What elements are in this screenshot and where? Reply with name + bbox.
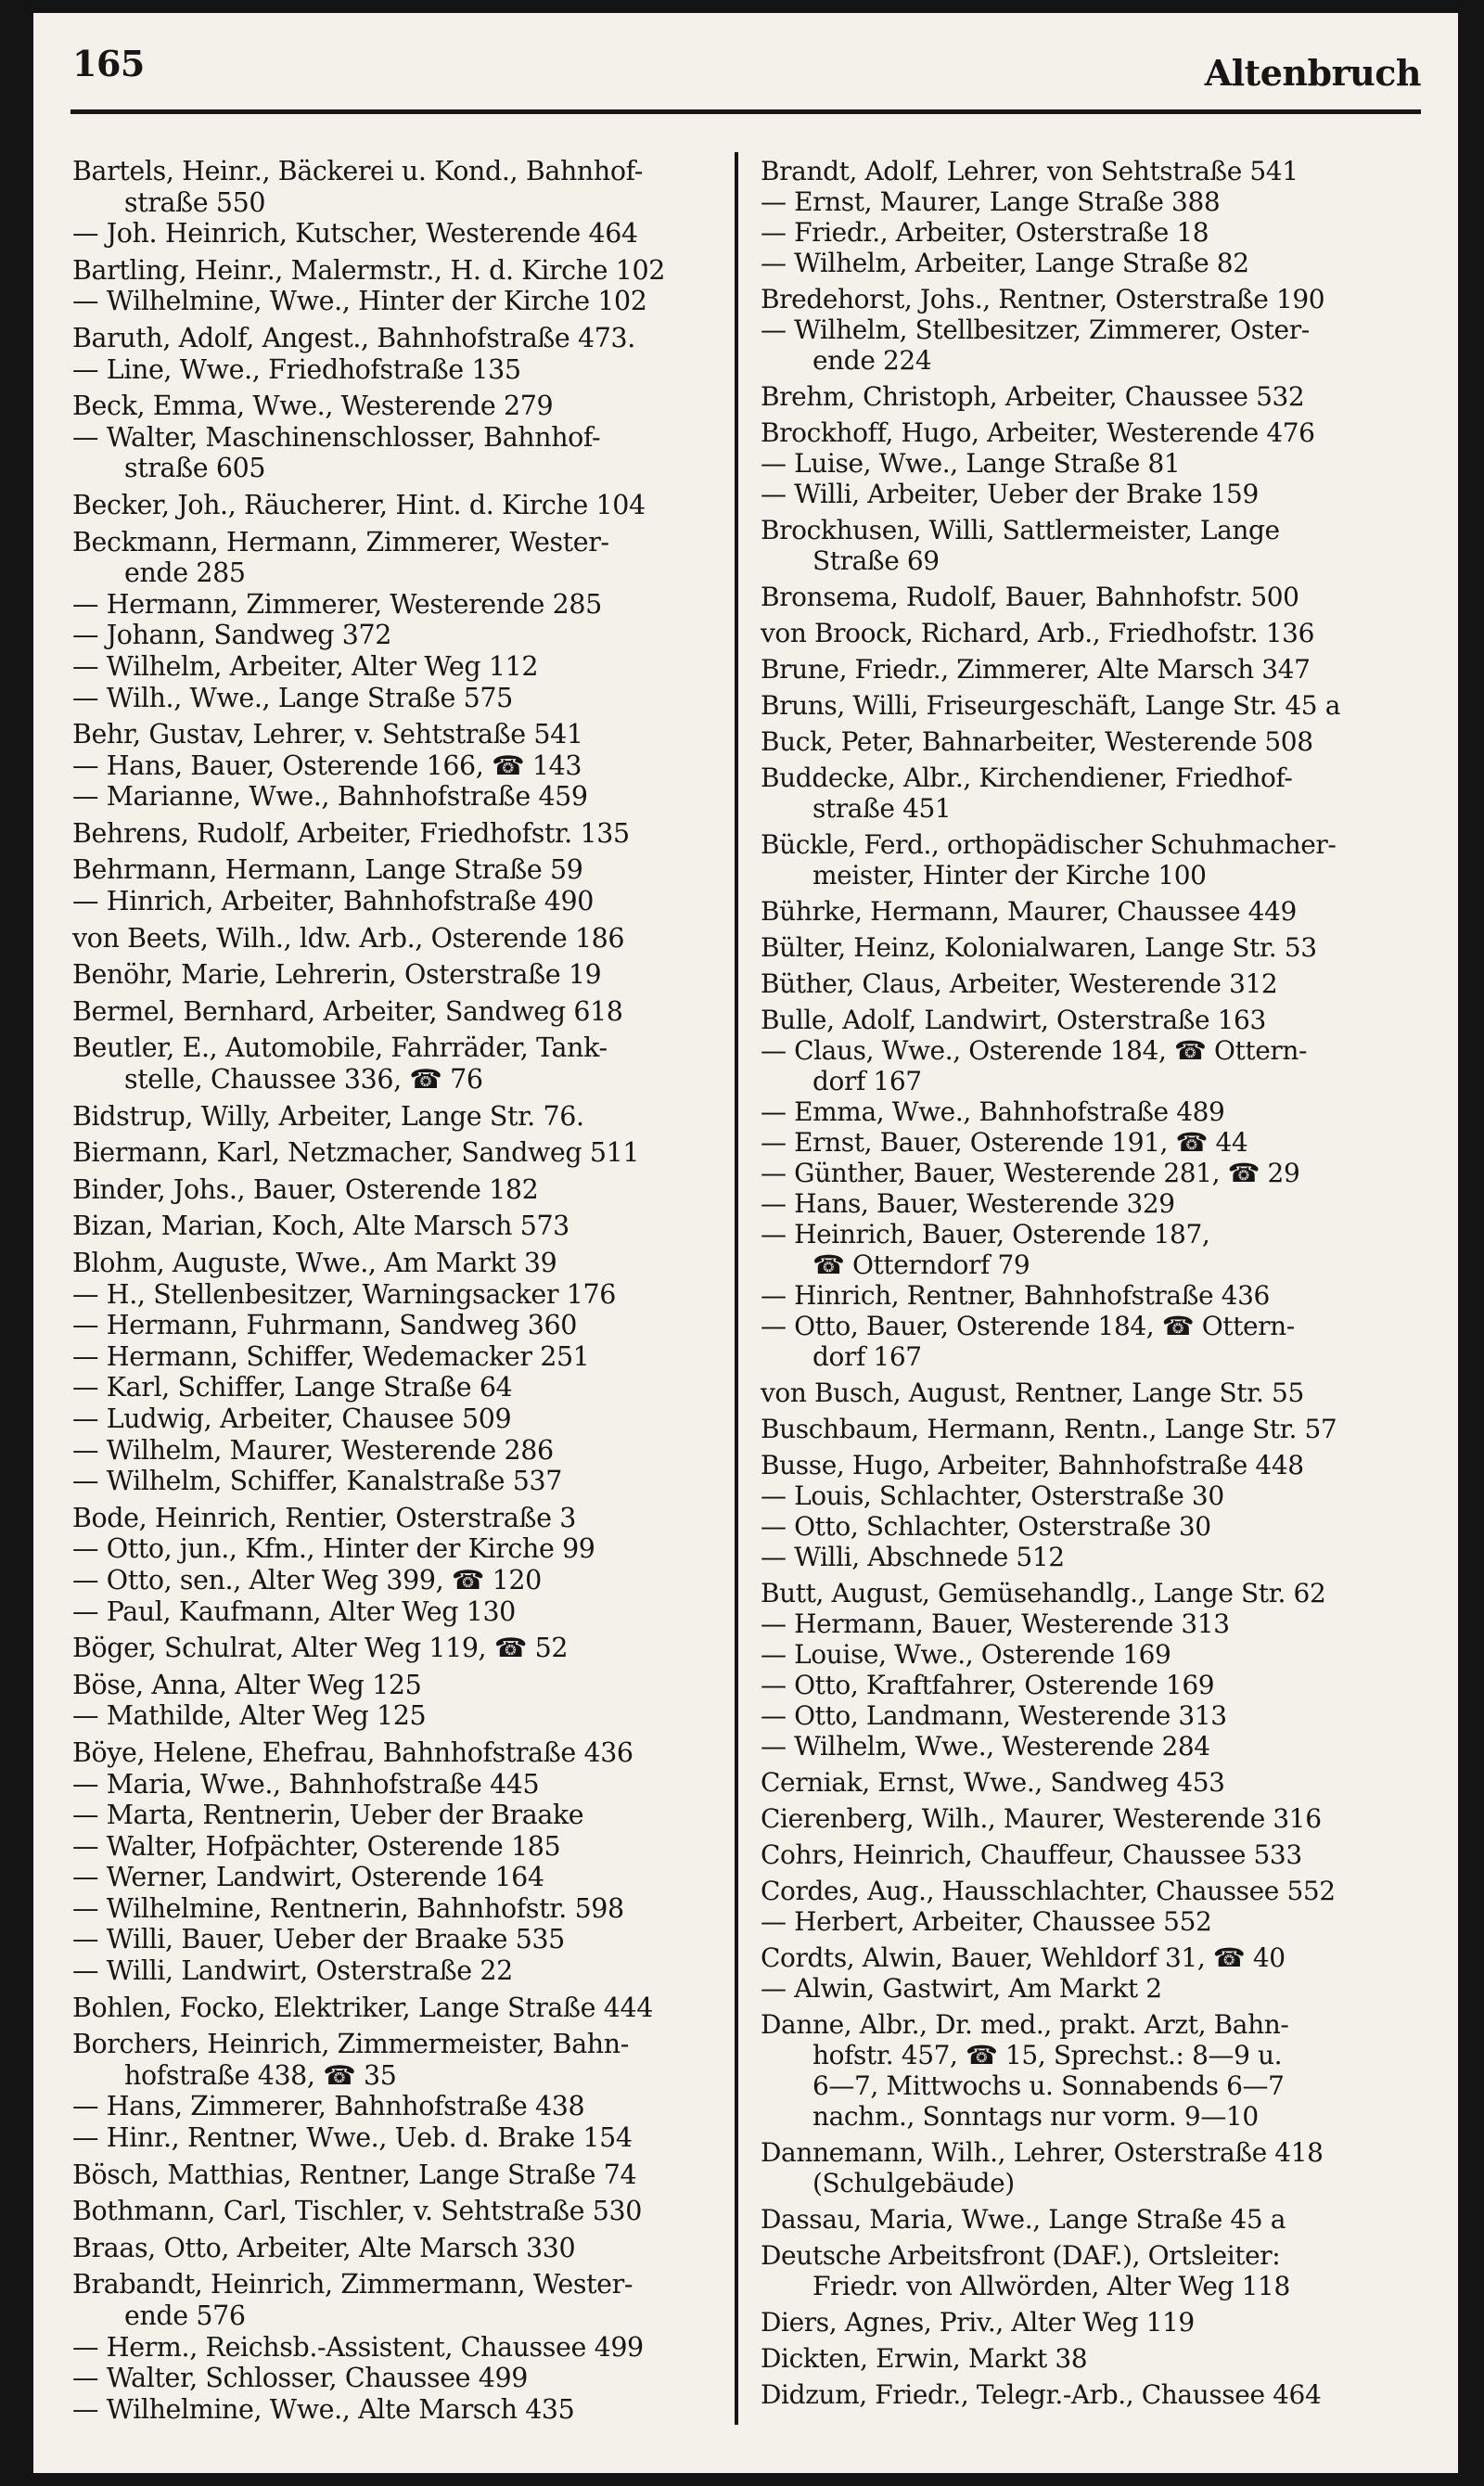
directory-entry [72, 1533, 722, 1565]
directory-entry [761, 1311, 1410, 1372]
directory-entry [72, 2159, 722, 2191]
entry-line: Büther, Claus, Arbeiter, Westerende 312 [761, 968, 1278, 999]
entry-line: Beckmann, Hermann, Zimmerer, Wester- [72, 526, 609, 557]
entry-continuation: straße 451 [812, 793, 952, 824]
entry-line: — Herm., Reichsb.-Assistent, Chaussee 499 [72, 2331, 644, 2363]
entry-line: — Hinr., Rentner, Wwe., Ueb. d. Brake 154 [72, 2122, 633, 2154]
directory-entry [761, 1188, 1410, 1219]
directory-entry [72, 996, 722, 1028]
entry-line: von Busch, August, Rentner, Lange Str. 55 [761, 1378, 1304, 1408]
directory-entry [72, 1341, 722, 1373]
directory-entry [72, 1279, 722, 1311]
entry-line: Behrmann, Hermann, Lange Straße 59 [72, 854, 583, 886]
entry-line: — Wilhelmine, Wwe., Hinter der Kirche 102 [72, 286, 647, 317]
entry-continuation: (Schulgebäude) [812, 2168, 1015, 2198]
directory-entry [72, 959, 722, 991]
directory-entry [72, 2196, 722, 2227]
entry-line: — Günther, Bauer, Westerende 281, ☎ 29 [761, 1158, 1300, 1188]
directory-entry [72, 854, 722, 886]
entry-line: Bermel, Bernhard, Arbeiter, Sandweg 618 [72, 995, 623, 1027]
entry-line: — Hinrich, Rentner, Bahnhofstraße 436 [761, 1280, 1270, 1311]
entry-line: — Mathilde, Alter Weg 125 [72, 1700, 427, 1732]
directory-entry [72, 2394, 722, 2426]
directory-entry [72, 1670, 722, 1701]
directory-entry [72, 255, 722, 287]
directory-entry [761, 1578, 1410, 1608]
entry-line: Buck, Peter, Bahnarbeiter, Westerende 508 [761, 726, 1313, 757]
entry-line: — Otto, Kraftfahrer, Osterende 169 [761, 1670, 1215, 1700]
entry-line: Bidstrup, Willy, Arbeiter, Lange Str. 76. [72, 1100, 584, 1132]
entry-line: Buddecke, Albr., Kirchendiener, Friedhof- [761, 762, 1293, 793]
entry-line: von Broock, Richard, Arb., Friedhofstr. 136 [761, 618, 1315, 648]
entry-continuation: nachm., Sonntags nur vorm. 9—10 [812, 2101, 1259, 2132]
directory-entry [761, 2240, 1410, 2301]
entry-continuation: ende 224 [812, 345, 932, 376]
directory-entry [761, 381, 1410, 412]
directory-entry [761, 1839, 1410, 1870]
directory-entry [761, 284, 1410, 314]
directory-entry [761, 1219, 1410, 1280]
directory-entry [761, 1511, 1410, 1542]
entry-line: — Karl, Schiffer, Lange Straße 64 [72, 1372, 513, 1403]
entry-line: — Wilhelm, Wwe., Westerende 284 [761, 1731, 1210, 1762]
right-column [761, 150, 1410, 2410]
entry-line: — Wilh., Wwe., Lange Straße 575 [72, 682, 513, 713]
entry-line: Cordes, Aug., Hausschlachter, Chaussee 552 [761, 1876, 1336, 1906]
directory-entry [761, 932, 1410, 963]
directory-entry [72, 1211, 722, 1242]
entry-line: — Johann, Sandweg 372 [72, 620, 391, 651]
column-divider [735, 152, 738, 2425]
directory-entry [72, 218, 722, 250]
entry-line: — Hans, Bauer, Osterende 166, ☎ 143 [72, 750, 582, 781]
directory-entry [72, 818, 722, 850]
entry-line: Baruth, Adolf, Angest., Bahnhofstraße 473. [72, 322, 635, 353]
directory-entry [72, 1596, 722, 1628]
entry-line: — Ernst, Maurer, Lange Straße 388 [761, 186, 1221, 217]
directory-entry [72, 651, 722, 683]
directory-entry [72, 156, 722, 218]
entry-line: Bartling, Heinr., Malermstr., H. d. Kirche 102 [72, 254, 665, 286]
directory-entry [72, 1435, 722, 1467]
directory-entry [761, 2379, 1410, 2410]
entry-line: — Luise, Wwe., Lange Straße 81 [761, 448, 1181, 479]
entry-line: Bartels, Heinr., Bäckerei u. Kond., Bahnhof- [72, 156, 643, 186]
directory-entry [761, 618, 1410, 648]
entry-continuation: dorf 167 [812, 1341, 922, 1372]
directory-entry [761, 1005, 1410, 1035]
entry-line: Bizan, Marian, Koch, Alte Marsch 573 [72, 1211, 569, 1242]
entry-line: — Willi, Abschnede 512 [761, 1542, 1065, 1572]
entry-line: Brockhoff, Hugo, Arbeiter, Westerende 476 [761, 417, 1315, 448]
entry-line: Bothmann, Carl, Tischler, v. Sehtstraße 530 [72, 2196, 642, 2227]
directory-entry [72, 391, 722, 422]
directory-entry [72, 1993, 722, 2024]
page-number: 165 [72, 43, 145, 84]
directory-entry [761, 1906, 1410, 1937]
directory-entry [72, 923, 722, 955]
entry-line: Diers, Agnes, Priv., Alter Weg 119 [761, 2307, 1195, 2338]
directory-entry [72, 1831, 722, 1863]
entry-line: — Hermann, Schiffer, Wedemacker 251 [72, 1340, 590, 1372]
entry-line: — Alwin, Gastwirt, Am Markt 2 [761, 1973, 1162, 2004]
entry-line: — Emma, Wwe., Bahnhofstraße 489 [761, 1096, 1225, 1127]
directory-entry [761, 1608, 1410, 1639]
directory-entry [72, 323, 722, 354]
entry-line: Braas, Otto, Arbeiter, Alte Marsch 330 [72, 2232, 576, 2263]
directory-entry [761, 968, 1410, 999]
place-heading: Altenbruch [1204, 52, 1421, 94]
entry-line: Butt, August, Gemüsehandlg., Lange Str. 62 [761, 1578, 1326, 1608]
directory-entry [72, 2332, 722, 2364]
entry-line: — Otto, Bauer, Osterende 184, ☎ Ottern- [761, 1311, 1295, 1341]
entry-line: — Otto, jun., Kfm., Hinter der Kirche 99 [72, 1533, 595, 1565]
directory-entry [761, 1803, 1410, 1834]
directory-entry [761, 1414, 1410, 1444]
entry-continuation: hofstr. 457, ☎ 15, Sprechst.: 8—9 u. [812, 2040, 1283, 2070]
directory-entry [72, 1032, 722, 1095]
directory-entry [72, 490, 722, 521]
entry-line: Beutler, E., Automobile, Fahrräder, Tank- [72, 1032, 608, 1064]
directory-entry [72, 1893, 722, 1925]
entry-line: Brune, Friedr., Zimmerer, Alte Marsch 347 [761, 654, 1311, 685]
entry-line: Böger, Schulrat, Alter Weg 119, ☎ 52 [72, 1633, 569, 1664]
entry-line: — Marianne, Wwe., Bahnhofstraße 459 [72, 781, 588, 813]
entry-line: Behrens, Rudolf, Arbeiter, Friedhofstr. 135 [72, 817, 630, 849]
directory-entry [72, 1466, 722, 1497]
entry-line: — Ludwig, Arbeiter, Chausee 509 [72, 1403, 512, 1434]
entry-line: — Wilhelmine, Wwe., Alte Marsch 435 [72, 2393, 575, 2425]
directory-entry [72, 354, 722, 386]
directory-entry [761, 829, 1410, 891]
directory-entry [72, 1137, 722, 1169]
directory-entry [761, 582, 1410, 612]
directory-entry [761, 2307, 1410, 2338]
entry-line: Brockhusen, Willi, Sattlermeister, Lange [761, 515, 1280, 545]
directory-entry [761, 1035, 1410, 1096]
directory-entry [761, 217, 1410, 248]
entry-line: — Hermann, Fuhrmann, Sandweg 360 [72, 1310, 577, 1341]
directory-entry [761, 314, 1410, 376]
entry-line: Blohm, Auguste, Wwe., Am Markt 39 [72, 1248, 557, 1278]
entry-continuation: 6—7, Mittwochs u. Sonnabends 6—7 [812, 2070, 1285, 2101]
entry-line: — Hans, Zimmerer, Bahnhofstraße 438 [72, 2091, 585, 2122]
entry-line: Busse, Hugo, Arbeiter, Bahnhofstraße 448 [761, 1450, 1304, 1480]
entry-line: — Louis, Schlachter, Osterstraße 30 [761, 1480, 1224, 1511]
entry-line: Dannemann, Wilh., Lehrer, Osterstraße 418 [761, 2137, 1324, 2168]
entry-line: Deutsche Arbeitsfront (DAF.), Ortsleiter: [761, 2240, 1281, 2271]
directory-entry [72, 683, 722, 714]
directory-entry [761, 1158, 1410, 1188]
entry-line: — Willi, Landwirt, Osterstraße 22 [72, 1955, 513, 1987]
entry-line: Cohrs, Heinrich, Chauffeur, Chaussee 533 [761, 1839, 1302, 1870]
entry-line: Brehm, Christoph, Arbeiter, Chaussee 532 [761, 381, 1305, 412]
directory-entry [761, 515, 1410, 576]
entry-line: — Wilhelm, Arbeiter, Alter Weg 112 [72, 650, 539, 682]
entry-continuation: straße 605 [124, 453, 266, 484]
entry-line: — Werner, Landwirt, Osterende 164 [72, 1862, 544, 1893]
entry-line: Bösch, Matthias, Rentner, Lange Straße 74 [72, 2159, 637, 2190]
directory-entry [761, 762, 1410, 824]
entry-continuation: ende 576 [124, 2300, 246, 2331]
entry-continuation: dorf 167 [812, 1066, 922, 1096]
entry-line: Brandt, Adolf, Lehrer, von Sehtstraße 541 [761, 156, 1298, 186]
entry-line: — Walter, Hofpächter, Osterende 185 [72, 1830, 561, 1862]
directory-entry [72, 1737, 722, 1769]
entry-line: — Wilhelm, Schiffer, Kanalstraße 537 [72, 1466, 562, 1497]
page-header [72, 43, 1421, 98]
directory-entry [761, 156, 1410, 186]
directory-entry [761, 1480, 1410, 1511]
directory-entry [761, 1876, 1410, 1906]
entry-line: — Marta, Rentnerin, Ueber der Braake [72, 1800, 584, 1831]
entry-line: Dassau, Maria, Wwe., Lange Straße 45 a [761, 2204, 1286, 2235]
directory-entry [72, 286, 722, 317]
entry-continuation: ende 285 [124, 557, 246, 589]
entry-line: Danne, Albr., Dr. med., prakt. Arzt, Bahn- [761, 2009, 1289, 2040]
entry-line: — Wilhelm, Maurer, Westerende 286 [72, 1434, 554, 1466]
directory-entry [761, 1670, 1410, 1700]
directory-entry [72, 620, 722, 651]
directory-entry [72, 2269, 722, 2331]
entry-line: — Hermann, Zimmerer, Westerende 285 [72, 588, 602, 620]
entry-line: — Otto, Schlachter, Osterstraße 30 [761, 1511, 1211, 1542]
directory-entry [72, 1769, 722, 1800]
entry-line: Brabandt, Heinrich, Zimmermann, Wester- [72, 2269, 633, 2300]
entry-line: — Louise, Wwe., Osterende 169 [761, 1639, 1171, 1670]
entry-line: Böye, Helene, Ehefrau, Bahnhofstraße 436 [72, 1736, 633, 1768]
directory-entry [72, 1174, 722, 1206]
directory-entry [72, 1101, 722, 1133]
entry-line: Dickten, Erwin, Markt 38 [761, 2343, 1088, 2374]
entry-line: Bülter, Heinz, Kolonialwaren, Lange Str. 53 [761, 932, 1317, 963]
directory-entry [761, 1942, 1410, 1973]
directory-entry [761, 1973, 1410, 2004]
entry-line: Bredehorst, Johs., Rentner, Osterstraße 190 [761, 284, 1325, 314]
entry-line: — Willi, Arbeiter, Ueber der Brake 159 [761, 479, 1259, 509]
entry-line: Didzum, Friedr., Telegr.-Arb., Chaussee 464 [761, 2379, 1322, 2410]
directory-entry [72, 1633, 722, 1664]
entry-line: — Hinrich, Arbeiter, Bahnhofstraße 490 [72, 886, 594, 917]
entry-line: Bückle, Ferd., orthopädischer Schuhmacher- [761, 829, 1337, 860]
directory-entry [72, 2363, 722, 2394]
entry-line: Biermann, Karl, Netzmacher, Sandweg 511 [72, 1137, 640, 1169]
entry-line: Cordts, Alwin, Bauer, Wehldorf 31, ☎ 40 [761, 1942, 1286, 1973]
entry-line: — Maria, Wwe., Bahnhofstraße 445 [72, 1768, 540, 1800]
left-column [72, 150, 722, 2425]
entry-line: Bulle, Adolf, Landwirt, Osterstraße 163 [761, 1005, 1266, 1035]
directory-entry [761, 2009, 1410, 2132]
entry-continuation: meister, Hinter der Kirche 100 [812, 860, 1207, 891]
directory-entry [761, 448, 1410, 479]
directory-entry [761, 1542, 1410, 1572]
directory-entry [72, 1403, 722, 1435]
header-rule [70, 109, 1421, 114]
entry-line: — Paul, Kaufmann, Alter Weg 130 [72, 1595, 516, 1627]
directory-entry [761, 726, 1410, 757]
directory-entry [72, 1310, 722, 1341]
directory-entry [761, 1450, 1410, 1480]
directory-entry [72, 1700, 722, 1732]
directory-entry [72, 1800, 722, 1831]
directory-entry [72, 527, 722, 589]
entry-continuation: hofstraße 438, ☎ 35 [124, 2059, 397, 2091]
directory-entry [761, 479, 1410, 509]
directory-entry [761, 1639, 1410, 1670]
directory-entry [72, 1955, 722, 1987]
directory-entry [761, 1700, 1410, 1731]
directory-entry [761, 1731, 1410, 1762]
entry-line: Cierenberg, Wilh., Maurer, Westerende 316 [761, 1803, 1322, 1834]
entry-line: — Walter, Maschinenschlosser, Bahnhof- [72, 421, 601, 453]
directory-entry [72, 1862, 722, 1893]
entry-line: Becker, Joh., Räucherer, Hint. d. Kirche 104 [72, 489, 646, 520]
directory-entry [72, 1248, 722, 1279]
directory-entry [761, 2343, 1410, 2374]
directory-entry [72, 781, 722, 813]
entry-line: — Ernst, Bauer, Osterende 191, ☎ 44 [761, 1127, 1248, 1158]
directory-entry [761, 248, 1410, 278]
entry-line: — Wilhelm, Arbeiter, Lange Straße 82 [761, 248, 1249, 278]
entry-line: — Willi, Bauer, Ueber der Braake 535 [72, 1924, 565, 1955]
directory-entry [72, 2091, 722, 2122]
entry-line: Bronsema, Rudolf, Bauer, Bahnhofstr. 500 [761, 582, 1299, 612]
directory-page [33, 13, 1458, 2473]
entry-line: Bührke, Hermann, Maurer, Chaussee 449 [761, 896, 1297, 927]
directory-entry [72, 2029, 722, 2091]
directory-entry [72, 1565, 722, 1596]
directory-entry [72, 1924, 722, 1955]
entry-line: Borchers, Heinrich, Zimmermeister, Bahn- [72, 2029, 629, 2060]
entry-line: — Otto, Landmann, Westerende 313 [761, 1700, 1227, 1731]
entry-line: Cerniak, Ernst, Wwe., Sandweg 453 [761, 1767, 1225, 1798]
entry-line: — Otto, sen., Alter Weg 399, ☎ 120 [72, 1564, 542, 1595]
directory-entry [72, 1372, 722, 1403]
entry-line: Beck, Emma, Wwe., Westerende 279 [72, 391, 554, 422]
entry-line: Buschbaum, Hermann, Rentn., Lange Str. 57 [761, 1414, 1337, 1444]
directory-entry [72, 2122, 722, 2154]
directory-entry [761, 1378, 1410, 1408]
entry-line: Benöhr, Marie, Lehrerin, Osterstraße 19 [72, 959, 602, 991]
entry-line: Bohlen, Focko, Elektriker, Lange Straße 444 [72, 1992, 653, 2023]
directory-entry [761, 2137, 1410, 2198]
entry-line: — Herbert, Arbeiter, Chaussee 552 [761, 1906, 1212, 1937]
entry-continuation: Straße 69 [812, 545, 940, 576]
entry-continuation: straße 550 [124, 186, 266, 218]
entry-continuation: Friedr. von Allwörden, Alter Weg 118 [812, 2271, 1290, 2301]
entry-line: — H., Stellenbesitzer, Warningsacker 176 [72, 1278, 616, 1310]
directory-entry [761, 1127, 1410, 1158]
directory-entry [761, 654, 1410, 685]
directory-entry [72, 719, 722, 750]
entry-continuation: ☎ Otterndorf 79 [812, 1249, 1030, 1280]
entry-line: — Friedr., Arbeiter, Osterstraße 18 [761, 217, 1209, 248]
directory-entry [72, 2233, 722, 2264]
directory-entry [761, 186, 1410, 217]
entry-line: — Hermann, Bauer, Westerende 313 [761, 1608, 1230, 1639]
directory-entry [72, 589, 722, 621]
entry-line: Binder, Johs., Bauer, Osterende 182 [72, 1173, 539, 1205]
directory-entry [72, 886, 722, 917]
entry-line: Bruns, Willi, Friseurgeschäft, Lange Str. 45 a [761, 690, 1340, 721]
entry-continuation: stelle, Chaussee 336, ☎ 76 [124, 1064, 483, 1096]
directory-entry [72, 1503, 722, 1534]
directory-entry [72, 422, 722, 484]
entry-line: — Heinrich, Bauer, Osterende 187, [761, 1219, 1210, 1249]
entry-line: Behr, Gustav, Lehrer, v. Sehtstraße 541 [72, 719, 583, 750]
entry-line: — Walter, Schlosser, Chaussee 499 [72, 2363, 529, 2394]
entry-line: Böse, Anna, Alter Weg 125 [72, 1669, 422, 1700]
entry-line: von Beets, Wilh., ldw. Arb., Osterende 186 [72, 922, 625, 954]
entry-line: — Joh. Heinrich, Kutscher, Westerende 464 [72, 218, 638, 250]
directory-entry [761, 1280, 1410, 1311]
directory-entry [72, 750, 722, 782]
entry-line: — Wilhelmine, Rentnerin, Bahnhofstr. 598 [72, 1892, 624, 1924]
directory-entry [761, 417, 1410, 448]
entry-line: — Hans, Bauer, Westerende 329 [761, 1188, 1175, 1219]
directory-entry [761, 690, 1410, 721]
directory-entry [761, 896, 1410, 927]
entry-line: — Wilhelm, Stellbesitzer, Zimmerer, Oster- [761, 314, 1310, 345]
directory-entry [761, 1767, 1410, 1798]
directory-entry [761, 2204, 1410, 2235]
entry-line: — Line, Wwe., Friedhofstraße 135 [72, 353, 521, 385]
directory-entry [761, 1096, 1410, 1127]
entry-line: — Claus, Wwe., Osterende 184, ☎ Ottern- [761, 1035, 1308, 1066]
entry-line: Bode, Heinrich, Rentier, Osterstraße 3 [72, 1502, 576, 1533]
